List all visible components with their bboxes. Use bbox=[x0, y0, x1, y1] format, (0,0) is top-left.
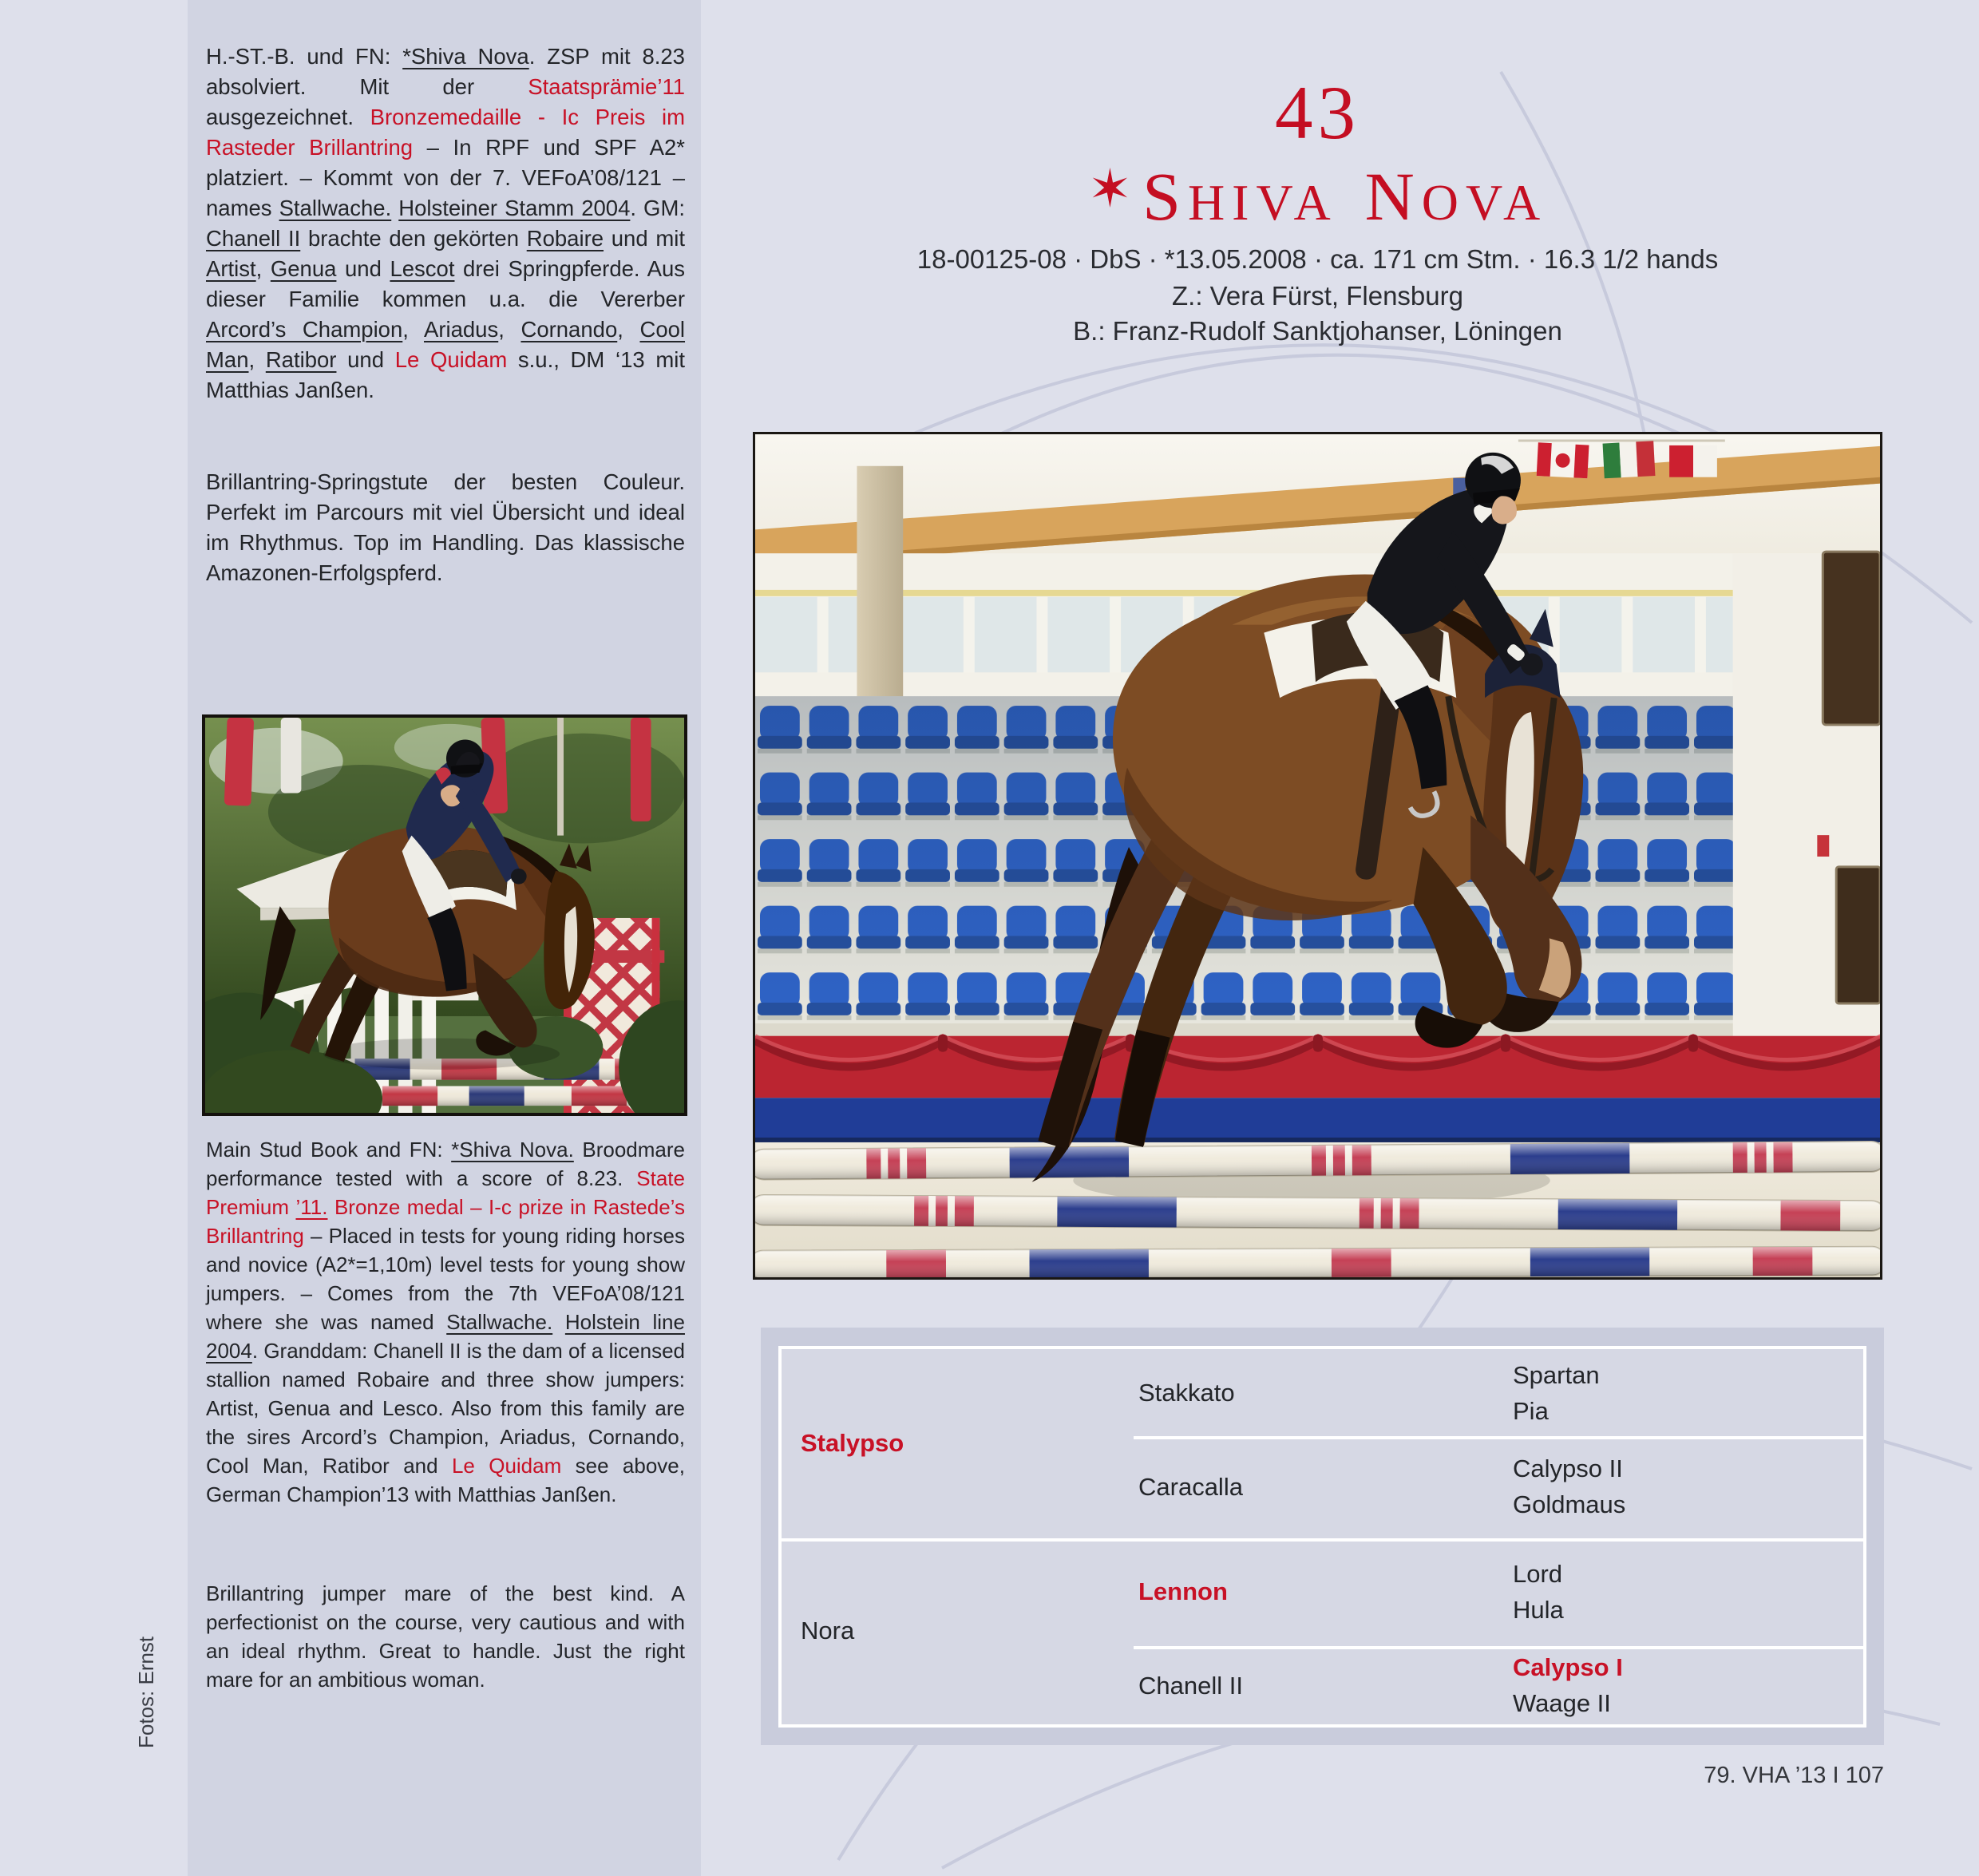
sidebar-photo bbox=[202, 714, 687, 1116]
pedigree-sire: Stalypso bbox=[801, 1429, 904, 1457]
pedigree-greatgrandparents: Calypso II Goldmaus bbox=[1513, 1454, 1626, 1518]
horse-name bbox=[753, 153, 1882, 239]
flags bbox=[1518, 441, 1725, 478]
pedigree-granddam: Caracalla bbox=[1138, 1472, 1243, 1501]
pedigree-dam: Nora bbox=[801, 1617, 855, 1644]
german-description: H.-ST.-B. und FN: *Shiva Nova. ZSP mit 8.23 absolviert. Mit der Staatsprämie’11 ausgezeichnet. Bronzemedaille - Ic Preis im Rasteder Brillantring – In RPF und SPF A2* platziert. – Kommt von der 7. VEFoA’08/121 – names Stallwache. Holsteiner Stamm 2004. GM: Chanell II brachte den gekörten Robaire und mit Artist, Genua und Lescot drei Springpferde. Aus dieser Familie kommen u.a. die Vererber Arcord’s Champion, Ariadus, Cornando, Cool Man, Ratibor und Le Quidam s.u., DM ‘13 mit Matthias Janßen. bbox=[206, 44, 686, 402]
photo-credit: Fotos: Ernst bbox=[134, 1636, 158, 1748]
name-cap-2: N bbox=[1364, 158, 1422, 235]
main-photo bbox=[753, 432, 1882, 1280]
english-summary: Brillantring jumper mare of the best kind. A perfectionist on the course, very cautious and with an ideal rhythm. Great to handle. Just the right mare for an ambitious woman. bbox=[206, 1581, 685, 1692]
italy-flag bbox=[1603, 441, 1656, 478]
name-smallcaps-1: HIVA bbox=[1187, 174, 1338, 231]
canada-flag bbox=[1537, 442, 1589, 478]
pedigree-greatgrandparents: Lord Hula bbox=[1513, 1559, 1564, 1624]
name-smallcaps-2: OVA bbox=[1421, 174, 1548, 231]
owner-line: B.: Franz-Rudolf Sanktjohanser, Löningen bbox=[1073, 316, 1562, 346]
pedigree-granddam: Chanell II bbox=[1138, 1671, 1243, 1700]
catalog-number: 43 bbox=[1275, 70, 1360, 155]
pedigree-inner bbox=[778, 1346, 1866, 1728]
pedigree-greatgrandparents: Calypso I Waage II bbox=[1513, 1653, 1623, 1717]
jump-poles bbox=[755, 1142, 1880, 1277]
star-icon: ✶ bbox=[1087, 160, 1140, 219]
red-white-flag bbox=[1669, 445, 1717, 477]
name-cap-1: S bbox=[1142, 158, 1188, 235]
german-summary: Brillantring-Springstute der besten Couleur. Perfekt im Parcours mit viel Übersicht und ideal im Rhythmus. Top im Handling. Das klassische Amazonen-Erfolgspferd. bbox=[206, 469, 685, 585]
breeder-line: Z.: Vera Fürst, Flensburg bbox=[1172, 281, 1463, 311]
pedigree-grandsire: Lennon bbox=[1138, 1577, 1228, 1605]
blue-barrier bbox=[755, 1098, 1880, 1142]
pedigree-grandsire: Stakkato bbox=[1138, 1379, 1235, 1407]
page-number: 79. VHA ’13 I 107 bbox=[1704, 1763, 1884, 1788]
pedigree-greatgrandparents: Spartan Pia bbox=[1513, 1360, 1600, 1425]
red-drapery bbox=[755, 1035, 1880, 1098]
id-line: 18-00125-08 · DbS · *13.05.2008 · ca. 171 cm Stm. · 16.3 1/2 hands bbox=[916, 244, 1719, 274]
english-description: Main Stud Book and FN: *Shiva Nova. Broodmare performance tested with a score of 8.23. State Premium ’11. Bronze medal – I-c prize in Rastede’s Brillantring – Placed in tests for young riding horses and novice (A2*=1,10m) level tests for young show jumpers. – Comes from the 7th VEFoA’08/121 where she was named Stallwache. Holstein line 2004. Granddam: Chanell II is the dam of a licensed stallion named Robaire and three show jumpers: Artist, Genua and Lesco. Also from this family are the sires Arcord’s Champion, Ariadus, Cornando, Cool Man, Ratibor and Le Quidam see above, German Champion’13 with Matthias Janßen. bbox=[206, 1138, 685, 1506]
pedigree-table bbox=[761, 1328, 1884, 1745]
